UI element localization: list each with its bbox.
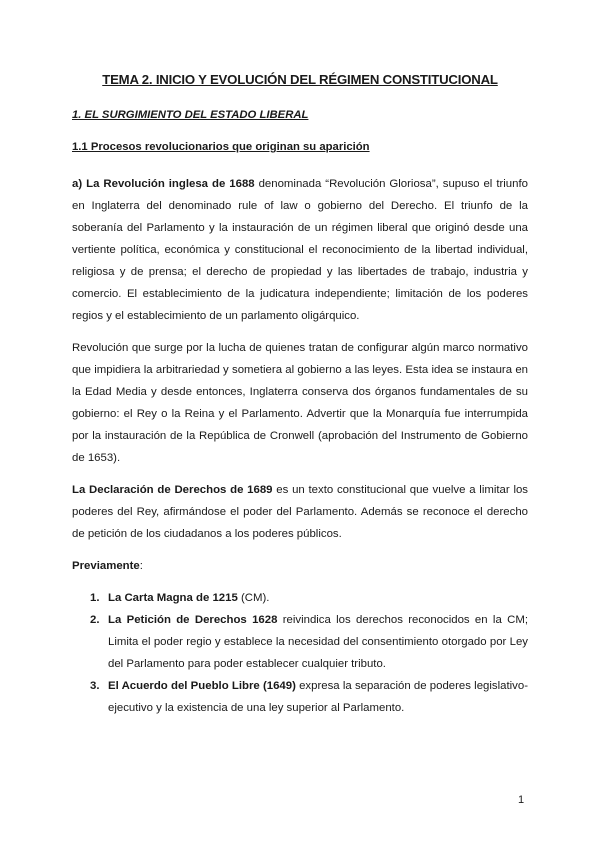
list-item-text: (CM). (237, 592, 270, 604)
paragraph-text: denominada “Revolución Gloriosa”, supuso el triunfo en Inglaterra del denominado rule of law o gobierno del Derecho. El triunfo de la soberanía del Parlamento y la instauración de un régimen liberal que originó desde una vertiente política, económica y constitucional el reconocimiento de la libertad individual, religiosa y de prensa; el derecho de propiedad y las libertades de trabajo, industria y comercio. El establecimiento de la judicatura independiente; limitación de los poderes regios y el establecimiento de un parlamento oligárquico. (72, 178, 528, 322)
document-page (72, 72, 528, 719)
paragraph-lead: La Declaración de Derechos de 1689 (72, 484, 273, 496)
previamente-colon: : (139, 560, 143, 572)
paragraph-revolucion-lucha: Revolución que surge por la lucha de quienes tratan de configurar algún marco normativo que impidiera la arbitrariedad y sometiera al gobierno a las leyes. Esta idea se instaura en la Edad Media y desde entonces, Inglaterra conserva dos órganos fundamentales de su gobierno: el Rey o la Reina y el Parlamento. Advertir que la Monarquía fue interrumpida por la instauración de la República de Cronwell (aprobación del Instrumento de Gobierno de 1653). (72, 342, 528, 464)
list-number: 1. (90, 592, 100, 604)
paragraph-lead: a) La Revolución inglesa de 1688 (72, 178, 255, 190)
page-number: 1 (518, 794, 525, 806)
paragraph-revolucion-inglesa (72, 173, 528, 327)
list-item-text: reivindica los derechos reconocidos en la CM; Limita el poder regio y establece la necesidad del consentimiento otorgado por Ley del Parlamento para poder establecer cualquier tributo. (108, 614, 528, 670)
subsection-heading: 1.1 Procesos revolucionarios que originan su aparición (72, 141, 370, 153)
previamente-bold: Previamente (72, 560, 140, 572)
paragraph-text: es un texto constitucional que vuelve a limitar los poderes del Rey, afirmándose el poder del Parlamento. Además se reconoce el derecho de petición de los ciudadanos a los poderes públicos. (72, 484, 528, 540)
list-item (72, 675, 528, 719)
page-title: TEMA 2. INICIO Y EVOLUCIÓN DEL RÉGIMEN CONSTITUCIONAL (102, 72, 498, 87)
previamente-label (72, 555, 528, 577)
list-item (72, 609, 528, 675)
paragraph-declaracion-derechos (72, 479, 528, 545)
list-item-lead: La Petición de Derechos 1628 (108, 614, 278, 626)
list-item-text: expresa la separación de poderes legislativo-ejecutivo y la existencia de una ley superior al Parlamento. (108, 680, 528, 714)
list-number: 3. (90, 680, 100, 692)
list-item-lead: El Acuerdo del Pueblo Libre (1649) (108, 680, 296, 692)
list-number: 2. (90, 614, 100, 626)
section-heading: 1. EL SURGIMIENTO DEL ESTADO LIBERAL (72, 109, 309, 121)
numbered-list (72, 587, 528, 719)
list-item (72, 587, 528, 609)
list-item-lead: La Carta Magna de 1215 (108, 592, 238, 604)
